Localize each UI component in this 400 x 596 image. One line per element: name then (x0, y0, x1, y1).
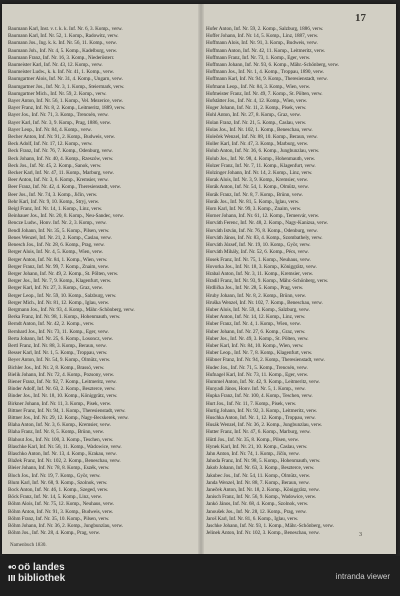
register-entry: Jaschke Johann, Inf. Nr. 93, 1. Komp., Mähr.-Schönberg, verw. (206, 523, 334, 530)
register-entry: Horák Franz, Inf. Nr. 8, 7. Komp., Brünn, verw. (206, 191, 303, 198)
library-logo[interactable] (8, 562, 65, 584)
register-entry: Hoffmann Franz, Inf. Nr. 73, 1. Komp., Eger, verw. (206, 54, 311, 61)
register-entry: Bertl Franz, Inf. Nr. 88, 3. Komp., Beraun, verw. (8, 342, 107, 349)
register-entry: Huber Franz, Inf. Nr. 4, 1. Komp., Wien, verw. (206, 321, 301, 328)
register-entry: Horváth Ferenc, Inf. Nr. 48, 2. Komp., Nagy-Kanizsa, verw. (206, 220, 328, 227)
register-entry: Böhm Johann, Inf. Nr. 36, 2. Komp., Jungbunzlau, verw. (8, 523, 123, 530)
logo-text-line2: bibliothek (18, 573, 66, 584)
register-entry: Hunyadi János, Honv. Inf. Nr. 5, 1. Komp., verw. (206, 386, 306, 393)
register-entry: Beck Adolf, Inf. Nr. 17, 12. Komp., verw. (8, 141, 93, 148)
register-entry: Blaschke Karl, Inf. Nr. 56, 11. Komp., Wadowice, verw. (8, 443, 122, 450)
register-entry: Beigl Franz, Inf. Nr. 14, 1. Komp., Linz, verw. (8, 206, 103, 213)
register-entry: Bencze Ludw., Honv. Inf. Nr. 2, 3. Komp., verw. (8, 220, 107, 227)
register-entry: Janisch Franz, Inf. Nr. 56, 9. Komp., Wadowice, verw. (206, 494, 317, 501)
register-entry: Horner Johann, Inf. Nr. 61, 12. Komp., Temesvár, verw. (206, 213, 320, 220)
register-entry: Benesch Jos., Inf. Nr. 28, 6. Komp., Prag, verw. (8, 242, 105, 249)
register-entry: Holler Karl, Inf. Nr. 47, 3. Komp., Marburg, verw. (206, 141, 309, 148)
register-entry: Bendl Johann, Inf. Nr. 35, 5. Komp., Pilsen, verw. (8, 227, 110, 234)
register-entry: Bergmann Jos., Inf. Nr. 93, 4. Komp., Mähr.-Schönberg, verw. (8, 306, 135, 313)
register-entry: Baumann Karl, Inf. Nr. 52, 1. Komp., Radowitz, verw. (8, 33, 119, 40)
register-entry: Beer Jos., Inf. Nr. 74, 3. Komp., Jičín, verw. (8, 191, 98, 198)
register-entry: Janoušek Jos., Inf. Nr. 28, 12. Komp., Prag, verw. (206, 508, 307, 515)
register-entry: Hoffmann Karl, Inf. Nr. 94, 9. Komp., Theresienstadt, verw. (206, 76, 328, 83)
register-entry: Horváth István, Inf. Nr. 76, 8. Komp., Ödenburg, verw. (206, 227, 318, 234)
register-entry: Baumgartner Alois, Inf. Nr. 31, 4. Komp., Ungarn, verw. (8, 76, 123, 83)
register-entry: Hofer Anton, Inf. Nr. 59, 2. Komp., Salzburg, 1886, verw. (206, 26, 324, 32)
register-entry: Huber Leop., Inf. Nr. 7, 8. Komp., Klagenfurt, verw. (206, 350, 313, 357)
register-entry: Blaha Franz, Inf. Nr. 8, 5. Komp., Brünn, verw. (8, 429, 105, 436)
register-entry: Hohl Anton, Inf. Nr. 27, 8. Komp., Graz, verw. (206, 112, 301, 119)
register-entry: Baumgartner Jos., Inf. Nr. 3, 1. Komp., Steiermark, verw. (8, 83, 125, 90)
register-entry: Huber Jos., Inf. Nr. 49, 3. Komp., St. Pölten, verw. (206, 335, 309, 342)
register-entry: Horák Jos., Inf. Nr. 81, 5. Komp., Iglau, verw. (206, 198, 300, 205)
scanned-page (2, 4, 396, 554)
right-column (206, 26, 384, 537)
register-entry: Beyer Anton, Inf. Nr. 54, 9. Komp., Olmütz, verw. (8, 357, 111, 364)
register-entry: Baumann Jos., Ing. k. k. Inf. Nr. 56, 11. Komp., verw. (8, 40, 117, 47)
register-entry: Hovorka Jos., Inf. Nr. 18, 3. Komp., Königgrätz, verw. (206, 263, 317, 270)
register-entry: Huber Karl, Inf. Nr. 84, 10. Komp., Wien, verw. (206, 342, 304, 349)
register-entry: Jankó János, Inf. Nr. 68, 4. Komp., Szolnok, verw. (206, 501, 309, 508)
logo-mark-icon (8, 563, 16, 571)
register-entry: Jahn Anton, Inf. Nr. 74, 1. Komp., Jičín, verw. (206, 450, 300, 457)
register-entry: Horváth János, Inf. Nr. 83, 4. Komp., Szombathely, verw. (206, 234, 323, 241)
register-entry: Hosek Franz, Inf. Nr. 75, 1. Komp., Neuhaus, verw. (206, 256, 311, 263)
register-entry: Hoffmann Jos., Inf. Nr. 1, 4. Komp., Troppau, 1890, verw. (206, 69, 325, 76)
register-entry: Berger Jos., Inf. Nr. 7, 9. Komp., Klagenfurt, verw. (8, 278, 112, 285)
register-entry: Becker Karl, Inf. Nr. 47, 11. Komp., Marburg, verw. (8, 170, 114, 177)
register-entry: Hruby Johann, Inf. Nr. 8, 2. Komp., Brünn, verw. (206, 292, 306, 299)
register-entry: Bittner Jos., Inf. Nr. 29, 12. Komp., Nagy-Becskerek, verw. (8, 414, 129, 421)
register-entry: Beck Johann, Inf. Nr. 40, 4. Komp., Rzeszów, verw. (8, 155, 114, 162)
register-entry: Hufnagel Karl, Inf. Nr. 73, 11. Komp., Eger, verw. (206, 371, 309, 378)
register-entry: Berger Johann, Inf. Nr. 49, 2. Komp., St. Pölten, verw. (8, 270, 119, 277)
left-column (8, 26, 180, 537)
register-entry: Bock Anton, Inf. Nr. 46, 1. Komp., Szeged, verw. (8, 487, 109, 493)
footer-bar (0, 556, 400, 596)
printer-signature: 3 (359, 532, 362, 538)
register-entry: Janeček Anton, Inf. Nr. 18, 2. Komp., Königgrätz, verw. (206, 487, 320, 493)
register-entry: Hofmeister Franz, Inf. Nr. 49, 7. Komp., St. Pölten, verw. (206, 90, 323, 97)
register-entry: Jakob Johann, Inf. Nr. 63, 3. Komp., Beszterce, verw. (206, 465, 315, 472)
register-entry: Berger Alois, Inf. Nr. 4, 5. Komp., Wien, verw. (8, 249, 104, 256)
page-gutter (198, 4, 204, 554)
register-entry: Hurt Jos., Inf. Nr. 11, 7. Komp., Pisek, verw. (206, 400, 297, 407)
footer-note: Namenbuch 1830. (10, 543, 47, 548)
register-entry: Benes Wenzel, Inf. Nr. 21, 2. Komp., Časlau, verw. (8, 234, 112, 241)
register-entry: Hynek Karl, Inf. Nr. 21, 10. Komp., Časlau, verw. (206, 443, 308, 450)
register-entry: Blum Karl, Inf. Nr. 68, 9. Komp., Szolnok, verw. (8, 479, 108, 486)
register-entry: Horváth Mihály, Inf. Nr. 52, 6. Komp., Pécs, verw. (206, 249, 309, 256)
register-entry: Bayer Leop., Inf. Nr. 84, 4. Komp., verw. (8, 126, 92, 133)
register-entry: Beer Anton, Inf. Nr. 3, 6. Komp., Kremsier, verw. (8, 177, 109, 184)
register-entry: Bayer Franz, Inf. Nr. 8, 2. Komp., Leitmeritz, 1889, verw. (8, 105, 126, 112)
register-entry: Horak Alois, Inf. Nr. 3, 9. Komp., Kremsier, verw. (206, 177, 308, 184)
register-entry: Holas Jos., Inf. Nr. 102, 1. Komp., Beneschau, verw. (206, 126, 313, 133)
register-entry: Hrabal Anton, Inf. Nr. 3, 11. Komp., Kremsier, verw. (206, 270, 314, 277)
register-entry: Bleier Johann, Inf. Nr. 78, 8. Komp., Eszék, verw. (8, 465, 110, 472)
register-entry: Holeček Wenzel, Inf. Nr. 88, 10. Komp., Beraun, verw. (206, 134, 318, 141)
register-entry: Becher Anton, Inf. Nr. 91, 2. Komp., Budweis, verw. (8, 134, 116, 141)
register-entry: Böhm Alois, Inf. Nr. 75, 12. Komp., Neuhaus, verw. (8, 501, 114, 508)
register-entry: Birkner Johann, Inf. Nr. 11, 3. Komp., Pisek, verw. (8, 400, 112, 407)
logo-bars-icon (8, 574, 16, 582)
register-entry: Huber Anton, Inf. Nr. 14, 12. Komp., Linz, verw. (206, 314, 306, 321)
register-entry: Hübner Franz, Inf. Nr. 94, 2. Komp., Theresienstadt, verw. (206, 357, 325, 364)
register-entry: Baumann Franz, Inf. Nr. 16, 3. Komp., Niederösterr. (8, 54, 115, 61)
register-entry: Bittner Franz, Inf. Nr. 94, 1. Komp., Theresienstadt, verw. (8, 407, 126, 414)
register-entry: Berka Franz, Inf. Nr. 98, 1. Komp., Hohenmauth, verw. (8, 314, 121, 321)
register-entry: Bayer Jos., Inf. Nr. 71, 3. Komp., Trencsén, verw. (8, 112, 109, 119)
register-entry: Hutter Franz, Inf. Nr. 47, 6. Komp., Marburg, verw. (206, 429, 311, 436)
register-entry: Bernhard Jos., Inf. Nr. 73, 11. Komp., Eger, verw. (8, 328, 109, 335)
register-entry: Böhm Anton, Inf. Nr. 91, 3. Komp., Budweis, verw. (8, 508, 114, 515)
register-entry: Blaschko Anton, Inf. Nr. 13, 4. Komp., Krakau, verw. (8, 450, 117, 457)
register-entry: Beck Jos., Inf. Nr. 45, 2. Komp., Sanok, verw. (8, 162, 102, 169)
register-entry: Behr Karl, Inf. Nr. 9, 10. Komp., Stryj, verw. (8, 198, 100, 205)
register-entry: Hoffmann Alois, Inf. Nr. 91, 3. Komp., Budweis, verw. (206, 40, 318, 47)
viewer-brand[interactable]: intranda viewer (335, 572, 390, 581)
register-entry: Hoffmann Johann, Inf. Nr. 93, 6. Komp., Mähr.-Schönberg, verw. (206, 62, 339, 69)
register-entry: Beck Franz, Inf. Nr. 76, 7. Komp., Ödenburg, verw. (8, 148, 113, 155)
register-entry: Hofmann Leop., Inf. Nr. 84, 3. Komp., Wien, verw. (206, 83, 311, 90)
register-entry: Horváth József, Inf. Nr. 19, 10. Komp., Györ, verw. (206, 242, 311, 249)
register-entry: Baumgartner Mich., Inf. Nr. 59, 2. Komp., verw. (8, 90, 107, 97)
register-entry: Hummel Anton, Inf. Nr. 42, 9. Komp., Leitmeritz, verw. (206, 378, 320, 385)
register-entry: Husák Wenzel, Inf. Nr. 36, 2. Komp., Jungbunzlau, verw. (206, 422, 323, 429)
register-entry: Bielik Johann, Inf. Nr. 72, 4. Komp., Pozsony, verw. (8, 371, 115, 378)
register-entry: Beinhauer Jos., Inf. Nr. 20, 8. Komp., Neu-Sandec, verw. (8, 213, 124, 220)
register-entry: Holzer Franz, Inf. Nr. 7, 11. Komp., Klagenfurt, verw. (206, 162, 316, 169)
register-entry: Baumann Joh., Inf. Nr. 4, 5. Komp., Kadelburg, verw. (8, 47, 118, 54)
register-entry: Horn Karl, Inf. Nr. 99, 3. Komp., Znaim, verw. (206, 206, 302, 213)
register-entry: Hupka Franz, Inf. Nr. 100, 4. Komp., Teschen, verw. (206, 393, 313, 400)
register-entry: Besser Karl, Inf. Nr. 1, 5. Komp., Troppau, verw. (8, 350, 108, 357)
register-entry: Berger Anton, Inf. Nr. 84, 1. Komp., Wien, verw. (8, 256, 108, 263)
register-entry: Binder Jos., Inf. Nr. 18, 10. Komp., Königgrätz, verw. (8, 393, 118, 400)
register-entry: Huber Alois, Inf. Nr. 59, 4. Komp., Salzburg, verw. (206, 306, 310, 313)
register-entry: Berndt Anton, Inf. Nr. 42, 2. Komp., verw. (8, 321, 95, 328)
register-entry: Hudec Jos., Inf. Nr. 71, 5. Komp., Trencsén, verw. (206, 364, 308, 371)
register-entry: Baumann Karl, Inst. v. t. k. k. Inf. Nr. 6, 3. Komp., verw. (8, 26, 123, 32)
register-entry: Biener Franz, Inf. Nr. 92, 7. Komp., Leitmeritz, verw. (8, 378, 117, 385)
register-entry: Hruška Wenzel, Inf. Nr. 102, 7. Komp., Beneschau, verw. (206, 299, 323, 306)
page-number: 17 (355, 12, 366, 24)
register-entry: Huschka Anton, Inf. Nr. 1, 12. Komp., Troppau, verw. (206, 414, 316, 421)
register-entry: Hüttl Jos., Inf. Nr. 35, 8. Komp., Pilsen, verw. (206, 436, 299, 443)
register-entry: Jahoda Franz, Inf. Nr. 98, 5. Komp., Hohenmauth, verw. (206, 458, 321, 465)
register-entry: Hofstätter Jos., Inf. Nr. 4, 12. Komp., Wien, verw. (206, 98, 308, 105)
logo-text-line1: oö landes (18, 562, 65, 573)
register-entry: Bichler Jos., Inf. Nr. 2, 8. Komp., Brassó, verw. (8, 364, 105, 371)
register-entry: Berger Franz, Inf. Nr. 99, 7. Komp., Znaim, verw. (8, 263, 109, 270)
register-entry: Beer Franz, Inf. Nr. 42, 4. Komp., Theresienstadt, verw. (8, 184, 122, 191)
register-entry: Hurtig Johann, Inf. Nr. 92, 3. Komp., Leitmeritz, verw. (206, 407, 318, 414)
register-entry: Holub Anton, Inf. Nr. 36, 6. Komp., Jungbunzlau, verw. (206, 148, 320, 155)
register-entry: Blaha Anton, Inf. Nr. 3, 6. Komp., Kremsier, verw. (8, 422, 111, 429)
register-entry: Blažek Franz, Inf. Nr. 102, 2. Komp., Beneschau, verw. (8, 458, 121, 465)
register-entry: Hoger Johann, Inf. Nr. 11, 2. Komp., Pisek, verw. (206, 105, 307, 112)
register-entry: Holan Franz, Inf. Nr. 21, 5. Komp., Časlau, verw. (206, 119, 307, 126)
register-entry: Berger Leop., Inf. Nr. 59, 10. Komp., Salzburg, verw. (8, 292, 117, 299)
register-entry: Berta Johann, Inf. Nr. 25, 6. Komp., Losoncz, verw. (8, 335, 114, 342)
register-entry: Hrdlička Jos., Inf. Nr. 28, 5. Komp., Prag, verw. (206, 285, 304, 292)
register-entry: Jelinek Anton, Inf. Nr. 102, 3. Komp., Beneschau, verw. (206, 530, 320, 537)
register-entry: Böhm Franz, Inf. Nr. 35, 10. Komp., Pilsen, verw. (8, 515, 110, 522)
register-entry: Hradil Franz, Inf. Nr. 93, 9. Komp., Mähr.-Schönberg, verw. (206, 278, 329, 285)
register-entry: Blahout Jos., Inf. Nr. 100, 3. Komp., Teschen, verw. (8, 436, 114, 443)
register-entry: Baumeister Karl, Inf. Nr. 43, 12. Komp., verw. (8, 62, 103, 69)
register-entry: Berger Mich., Inf. Nr. 81, 12. Komp., Iglau, verw. (8, 299, 110, 306)
register-entry: Bayer Karl, Inf. Nr. 3, 9. Komp., Prag, 1886, verw. (8, 119, 112, 126)
register-entry: Hoffmann Anton, Inf. Nr. 42, 11. Komp., Leitmeritz, verw. (206, 47, 326, 54)
register-entry: Jaroš Karl, Inf. Nr. 81, 6. Komp., Iglau, verw. (206, 515, 299, 522)
register-entry: Bayer Anton, Inf. Nr. 56, 1. Komp., Vel. Mezerice, verw. (8, 98, 124, 105)
register-entry: Jakubec Jos., Inf. Nr. 54, 11. Komp., Olmütz, verw. (206, 472, 311, 479)
register-entry: Berger Karl, Inf. Nr. 27, 3. Komp., Graz, verw. (8, 285, 104, 292)
register-entry: Böhm Jos., Inf. Nr. 28, 4. Komp., Prag, verw. (8, 530, 100, 537)
register-entry: Huber Johann, Inf. Nr. 27, 6. Komp., Graz, verw. (206, 328, 306, 335)
register-entry: Baumeister Ludw., k. k. Inf. Nr. 41, 1. Komp., verw. (8, 69, 114, 76)
register-entry: Hoffer Johann, Inf. Nr. 14, 5. Komp., Linz, 1887, verw. (206, 33, 319, 40)
register-entry: Holub Jos., Inf. Nr. 98, 4. Komp., Hohenmauth, verw. (206, 155, 316, 162)
register-entry: Horák Anton, Inf. Nr. 54, 1. Komp., Olmütz, verw. (206, 184, 309, 191)
register-entry: Binder Adolf, Inf. Nr. 63, 2. Komp., Beszterce, verw. (8, 386, 116, 393)
register-entry: Holzinger Johann, Inf. Nr. 14, 2. Komp., Linz, verw. (206, 170, 313, 177)
register-entry: Bloch Jos., Inf. Nr. 19, 7. Komp., Györ, verw. (8, 472, 101, 479)
register-entry: Böck Franz, Inf. Nr. 14, 5. Komp., Linz, verw. (8, 494, 103, 501)
register-entry: Janda Wenzel, Inf. Nr. 88, 7. Komp., Beraun, verw. (206, 479, 310, 486)
